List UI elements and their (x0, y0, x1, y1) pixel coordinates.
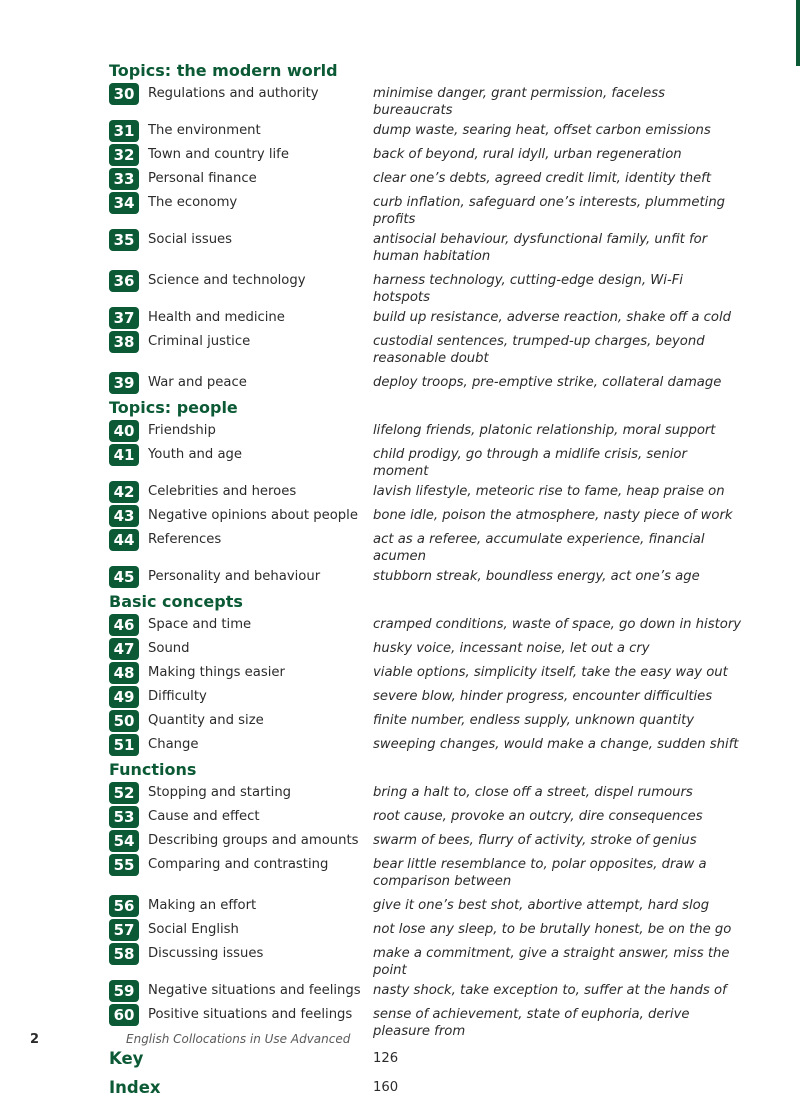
unit-number-badge: 39 (109, 372, 139, 394)
unit-example-collocations: cramped conditions, waste of space, go down in history (373, 617, 742, 632)
unit-example-collocations: sense of achievement, state of euphoria, derive pleasure from (373, 1007, 690, 1039)
unit-example-collocations: harness technology, cutting-edge design, Wi-Fi hotspots (373, 273, 683, 305)
unit-number-badge: 49 (109, 686, 139, 708)
unit-example-collocations: antisocial behaviour, dysfunctional family, unfit for human habitation (373, 232, 708, 264)
unit-topic: Sound (148, 641, 190, 656)
unit-number-badge: 47 (109, 638, 139, 660)
unit-example-collocations: deploy troops, pre-emptive strike, collateral damage (373, 375, 722, 390)
unit-row (109, 330, 749, 371)
unit-example-collocations: bear little resemblance to, polar opposites, draw a comparison between (373, 857, 707, 889)
section-title: Topics: the modern world (109, 61, 338, 80)
unit-topic: Discussing issues (148, 946, 264, 961)
unit-row (109, 119, 749, 143)
unit-row (109, 306, 749, 330)
unit-number-badge: 59 (109, 980, 139, 1002)
unit-topic: War and peace (148, 375, 247, 390)
unit-number-badge: 36 (109, 270, 139, 292)
unit-row (109, 709, 749, 733)
unit-number-badge: 38 (109, 331, 139, 353)
unit-number-badge: 60 (109, 1004, 139, 1026)
unit-row (109, 167, 749, 191)
unit-row (109, 979, 749, 1003)
section-title: Basic concepts (109, 592, 243, 611)
unit-example-collocations: give it one’s best shot, abortive attempt, hard slog (373, 898, 710, 913)
unit-topic: Positive situations and feelings (148, 1007, 353, 1022)
table-of-contents (109, 60, 749, 1102)
unit-row (109, 613, 749, 637)
unit-row (109, 504, 749, 528)
unit-row (109, 480, 749, 504)
unit-number-badge: 50 (109, 710, 139, 732)
unit-row (109, 918, 749, 942)
unit-number-badge: 54 (109, 830, 139, 852)
unit-row (109, 637, 749, 661)
unit-row (109, 371, 749, 395)
unit-topic: Town and country life (148, 147, 289, 162)
unit-topic: Describing groups and amounts (148, 833, 359, 848)
unit-number-badge: 42 (109, 481, 139, 503)
unit-example-collocations: build up resistance, adverse reaction, shake off a cold (373, 310, 731, 325)
unit-topic: Cause and effect (148, 809, 260, 824)
unit-number-badge: 44 (109, 529, 139, 551)
unit-topic: Negative situations and feelings (148, 983, 361, 998)
unit-example-collocations: root cause, provoke an outcry, dire consequences (373, 809, 703, 824)
page-footer (0, 1030, 800, 1050)
unit-number-badge: 53 (109, 806, 139, 828)
unit-number-badge: 33 (109, 168, 139, 190)
section-title: Topics: people (109, 398, 238, 417)
unit-number-badge: 45 (109, 566, 139, 588)
unit-topic: Health and medicine (148, 310, 285, 325)
unit-topic: The environment (148, 123, 261, 138)
unit-row (109, 143, 749, 167)
edge-tab-marker (796, 0, 800, 66)
unit-topic: Social English (148, 922, 239, 937)
unit-example-collocations: viable options, simplicity itself, take the easy way out (373, 665, 728, 680)
unit-row (109, 894, 749, 918)
unit-topic: References (148, 532, 222, 547)
unit-topic: Regulations and authority (148, 86, 319, 101)
unit-example-collocations: swarm of bees, flurry of activity, stroke of genius (373, 833, 697, 848)
unit-row (109, 269, 749, 306)
unit-example-collocations: sweeping changes, would make a change, sudden shift (373, 737, 739, 752)
unit-example-collocations: child prodigy, go through a midlife crisis, senior moment (373, 447, 687, 479)
unit-row (109, 829, 749, 853)
unit-topic: Stopping and starting (148, 785, 292, 800)
unit-number-badge: 34 (109, 192, 139, 214)
unit-number-badge: 58 (109, 943, 139, 965)
unit-number-badge: 43 (109, 505, 139, 527)
unit-topic: Criminal justice (148, 334, 251, 349)
book-title: English Collocations in Use Advanced (126, 1032, 351, 1046)
unit-topic: Space and time (148, 617, 252, 632)
unit-topic: Youth and age (148, 447, 243, 462)
unit-example-collocations: severe blow, hinder progress, encounter difficulties (373, 689, 713, 704)
unit-topic: Difficulty (148, 689, 207, 704)
end-matter-title: Index (109, 1077, 161, 1097)
unit-example-collocations: custodial sentences, trumped-up charges, beyond reasonable doubt (373, 334, 705, 366)
unit-number-badge: 56 (109, 895, 139, 917)
unit-topic: Making an effort (148, 898, 257, 913)
unit-example-collocations: back of beyond, rural idyll, urban regeneration (373, 147, 682, 162)
unit-example-collocations: curb inflation, safeguard one’s interests, plummeting profits (373, 195, 726, 227)
unit-number-badge: 55 (109, 854, 139, 876)
unit-topic: Science and technology (148, 273, 306, 288)
unit-row (109, 443, 749, 480)
unit-number-badge: 51 (109, 734, 139, 756)
unit-number-badge: 52 (109, 782, 139, 804)
unit-example-collocations: dump waste, searing heat, offset carbon emissions (373, 123, 711, 138)
unit-example-collocations: lifelong friends, platonic relationship, moral support (373, 423, 716, 438)
page-number: 2 (30, 1032, 40, 1047)
unit-topic: Negative opinions about people (148, 508, 358, 523)
unit-number-badge: 31 (109, 120, 139, 142)
unit-example-collocations: clear one’s debts, agreed credit limit, identity theft (373, 171, 712, 186)
unit-example-collocations: husky voice, incessant noise, let out a cry (373, 641, 650, 656)
end-matter-title: Key (109, 1048, 144, 1068)
unit-topic: Personal finance (148, 171, 257, 186)
unit-number-badge: 41 (109, 444, 139, 466)
unit-number-badge: 48 (109, 662, 139, 684)
unit-topic: Personality and behaviour (148, 569, 321, 584)
unit-row (109, 82, 749, 119)
unit-example-collocations: bring a halt to, close off a street, dispel rumours (373, 785, 693, 800)
unit-number-badge: 37 (109, 307, 139, 329)
unit-topic: Social issues (148, 232, 233, 247)
unit-number-badge: 32 (109, 144, 139, 166)
unit-example-collocations: not lose any sleep, to be brutally honest, be on the go (373, 922, 732, 937)
end-matter-page: 126 (373, 1051, 399, 1066)
unit-number-badge: 35 (109, 229, 139, 251)
unit-row (109, 661, 749, 685)
unit-example-collocations: make a commitment, give a straight answer, miss the point (373, 946, 730, 978)
unit-row (109, 853, 749, 894)
unit-example-collocations: nasty shock, take exception to, suffer at the hands of (373, 983, 727, 998)
unit-row (109, 781, 749, 805)
unit-row (109, 191, 749, 228)
unit-number-badge: 57 (109, 919, 139, 941)
unit-row (109, 528, 749, 565)
unit-row (109, 228, 749, 269)
unit-example-collocations: stubborn streak, boundless energy, act one’s age (373, 569, 700, 584)
unit-number-badge: 30 (109, 83, 139, 105)
unit-example-collocations: minimise danger, grant permission, faceless bureaucrats (373, 86, 665, 118)
unit-example-collocations: finite number, endless supply, unknown quantity (373, 713, 695, 728)
unit-example-collocations: lavish lifestyle, meteoric rise to fame, heap praise on (373, 484, 725, 499)
unit-topic: Making things easier (148, 665, 285, 680)
unit-topic: The economy (148, 195, 238, 210)
end-matter-page: 160 (373, 1080, 399, 1095)
end-matter-row (109, 1073, 749, 1102)
unit-row (109, 565, 749, 589)
unit-number-badge: 46 (109, 614, 139, 636)
unit-example-collocations: act as a referee, accumulate experience, financial acumen (373, 532, 705, 564)
unit-topic: Celebrities and heroes (148, 484, 297, 499)
unit-row (109, 419, 749, 443)
unit-number-badge: 40 (109, 420, 139, 442)
unit-row (109, 733, 749, 757)
unit-topic: Change (148, 737, 199, 752)
unit-topic: Friendship (148, 423, 216, 438)
section-title: Functions (109, 760, 197, 779)
unit-topic: Quantity and size (148, 713, 264, 728)
unit-topic: Comparing and contrasting (148, 857, 329, 872)
unit-row (109, 805, 749, 829)
unit-row (109, 685, 749, 709)
unit-row (109, 942, 749, 979)
unit-example-collocations: bone idle, poison the atmosphere, nasty piece of work (373, 508, 733, 523)
